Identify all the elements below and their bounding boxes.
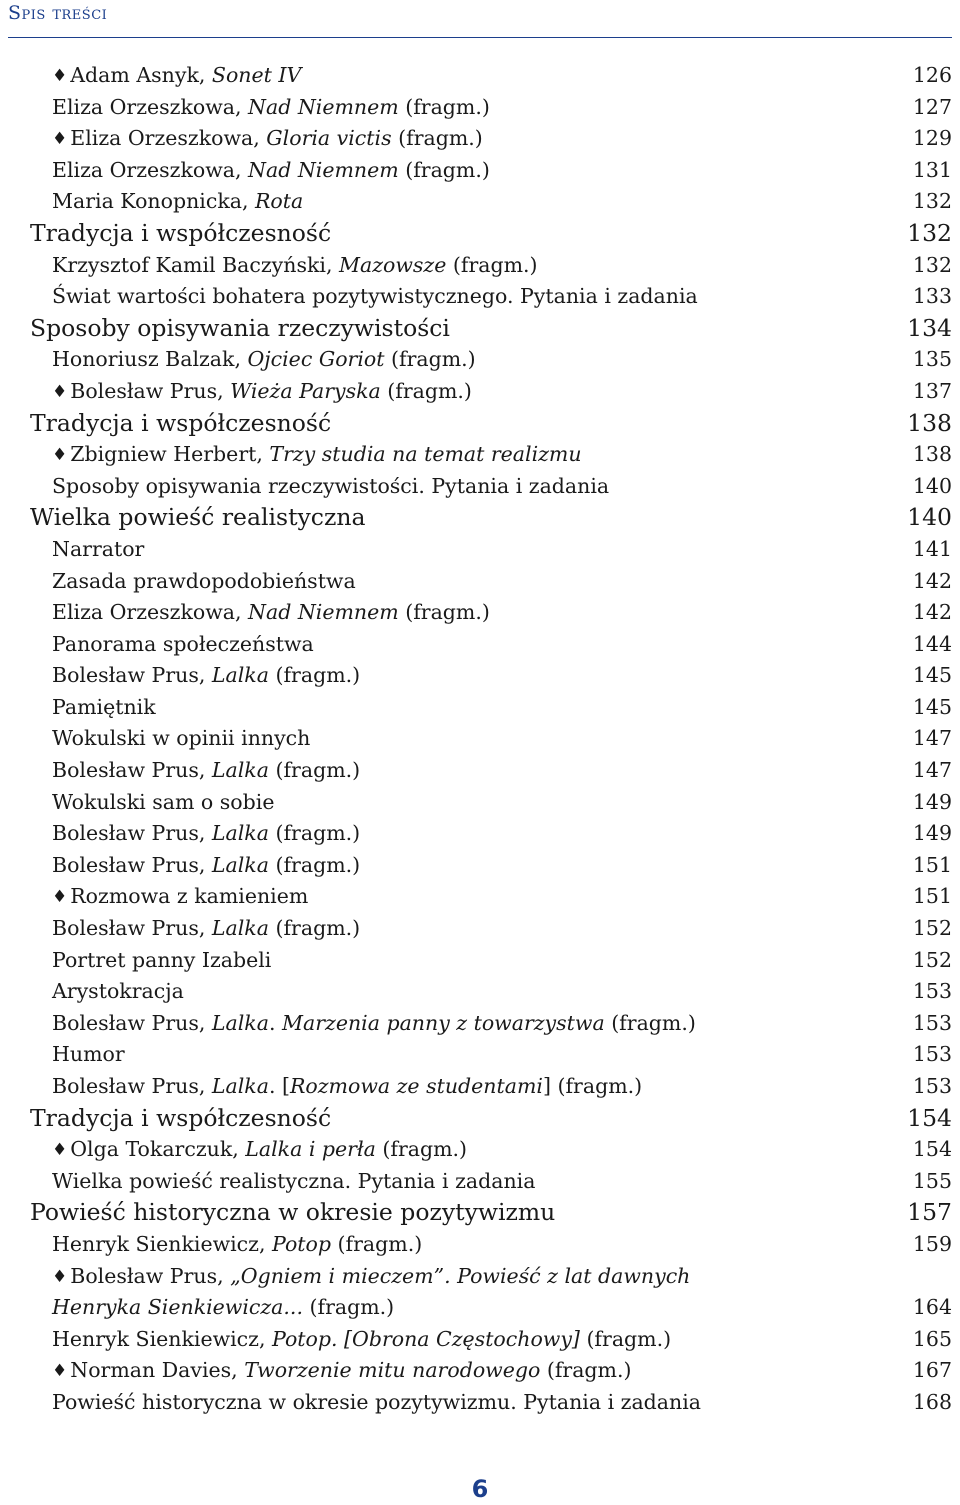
toc-entry-title — [52, 186, 303, 218]
toc-entry-title — [52, 566, 356, 598]
toc-title-italic-part: Wieża Paryska — [230, 378, 381, 403]
toc-title-italic-part: Tworzenie mitu narodowego — [244, 1358, 541, 1383]
toc-entry-row[interactable] — [0, 344, 960, 376]
diamond-bullet-icon: ♦ — [52, 1361, 68, 1382]
toc-entry-title — [52, 818, 360, 850]
toc-title-part: (fragm.) — [540, 1358, 632, 1383]
toc-page-number: 132 — [912, 252, 952, 277]
toc-section-row[interactable] — [0, 218, 960, 250]
toc-entry-title — [52, 250, 538, 282]
toc-title-part: Olga Tokarczuk, — [70, 1137, 246, 1162]
toc-page-number: 152 — [912, 947, 952, 972]
toc-entry-title — [52, 1292, 394, 1324]
toc-title-part: (fragm.) — [268, 852, 361, 877]
toc-entry-title — [52, 945, 271, 977]
toc-entry-row[interactable] — [0, 1261, 960, 1293]
toc-entry-row[interactable] — [0, 439, 960, 471]
toc-page-number: 145 — [912, 663, 952, 688]
toc-title-part: Portret panny Izabeli — [52, 947, 272, 972]
toc-entry-row[interactable] — [0, 155, 960, 187]
toc-entry-row[interactable] — [0, 945, 960, 977]
table-of-contents — [0, 60, 960, 1419]
toc-title-part: (fragm.) — [268, 916, 361, 941]
toc-entry-title — [52, 155, 490, 187]
toc-page-number: 141 — [912, 536, 952, 561]
toc-entry-title — [52, 1229, 422, 1261]
toc-title-italic-part: Henryka Sienkiewicza... — [52, 1295, 303, 1320]
toc-title-part: Wielka powieść realistyczna. Pytania i zadania — [52, 1168, 536, 1193]
toc-title-italic-part: Rota — [255, 189, 304, 214]
toc-entry-title — [52, 850, 360, 882]
toc-title-part: Sposoby opisywania rzeczywistości — [30, 313, 450, 342]
toc-page-number: 138 — [912, 442, 952, 467]
toc-title-part: Bolesław Prus, — [52, 821, 212, 846]
toc-title-italic-part: Nad Niemnem — [248, 600, 399, 625]
toc-title-part: Maria Konopnicka, — [52, 189, 255, 214]
toc-title-italic-part: „Ogniem i mieczem”. Powieść z lat dawnych — [230, 1263, 691, 1288]
toc-title-part: Bolesław Prus, — [52, 852, 212, 877]
toc-entry-row[interactable] — [0, 1039, 960, 1071]
toc-title-italic-part: Gloria victis — [266, 126, 392, 151]
toc-entry-title — [52, 534, 144, 566]
toc-entry-title — [52, 629, 314, 661]
toc-entry-row[interactable] — [0, 186, 960, 218]
toc-title-part: (fragm.) — [268, 821, 361, 846]
toc-title-part: Tradycja i współczesność — [30, 1103, 332, 1132]
toc-entry-row[interactable] — [0, 281, 960, 313]
toc-entry-row[interactable] — [0, 660, 960, 692]
diamond-bullet-icon: ♦ — [52, 129, 68, 150]
toc-page-number: 137 — [912, 378, 952, 403]
toc-page-number: 165 — [912, 1326, 952, 1351]
toc-title-part: (fragm.) — [375, 1137, 468, 1162]
page-number: 6 — [471, 1475, 489, 1503]
toc-page-number: 153 — [912, 1042, 952, 1067]
toc-title-part: . [ — [268, 1074, 290, 1098]
toc-title-part: (fragm.) — [268, 758, 361, 783]
toc-title-part: Wokulski w opinii innych — [52, 726, 311, 751]
toc-title-part: Powieść historyczna w okresie pozytywizmu. Pytania i zadania — [52, 1389, 702, 1414]
toc-page-number: 133 — [912, 284, 952, 309]
toc-title-part: Panorama społeczeństwa — [52, 631, 314, 656]
toc-entry-title — [52, 60, 301, 94]
toc-entry-row[interactable] — [0, 1229, 960, 1261]
toc-entry-title — [52, 881, 308, 915]
toc-page-number: 142 — [912, 600, 952, 625]
toc-entry-row[interactable] — [0, 850, 960, 882]
toc-title-part: Świat wartości bohatera pozytywistycznego. Pytania i zadania — [52, 284, 698, 309]
toc-entry-row[interactable] — [0, 723, 960, 755]
toc-title-part: Bolesław Prus, — [52, 758, 212, 783]
toc-entry-title — [52, 92, 490, 124]
toc-entry-title — [52, 281, 698, 313]
toc-title-part: Tradycja i współczesność — [30, 218, 332, 247]
toc-section-row[interactable] — [0, 502, 960, 534]
toc-title-italic-part: Lalka — [211, 852, 269, 877]
toc-entry-row[interactable] — [0, 1387, 960, 1419]
toc-entry-row[interactable] — [0, 818, 960, 850]
toc-title-part: (fragm.) — [268, 663, 361, 688]
toc-title-part: Bolesław Prus, — [52, 1074, 212, 1098]
toc-title-part: (fragm.) — [391, 126, 483, 151]
toc-page-number: 127 — [912, 94, 952, 119]
toc-entry-row[interactable] — [0, 92, 960, 124]
toc-entry-title — [52, 913, 360, 945]
toc-title-part: (fragm.) — [579, 1326, 672, 1351]
toc-page-number: 153 — [912, 1074, 952, 1098]
toc-title-part: Adam Asnyk, — [70, 63, 212, 87]
toc-entry-title — [52, 1166, 535, 1198]
toc-entry-row[interactable] — [0, 250, 960, 282]
toc-page-number: 126 — [912, 63, 952, 87]
toc-title-italic-part: Lalka — [211, 916, 269, 941]
toc-page-number: 168 — [912, 1389, 952, 1414]
toc-title-part: Bolesław Prus, — [52, 1010, 212, 1035]
toc-section-row[interactable] — [0, 408, 960, 440]
toc-title-part: Arystokracja — [52, 979, 184, 1004]
toc-entry-title — [52, 1039, 125, 1071]
toc-entry-row[interactable] — [0, 629, 960, 661]
toc-entry-row[interactable] — [0, 692, 960, 724]
toc-title-italic-part: Sonet IV — [211, 63, 302, 87]
toc-entry-title — [30, 313, 450, 345]
toc-title-part: Tradycja i współczesność — [30, 408, 332, 437]
toc-page-number: 155 — [912, 1168, 952, 1193]
toc-title-part: Wielka powieść realistyczna — [30, 503, 366, 532]
toc-entry-row[interactable] — [0, 881, 960, 913]
toc-title-part: (fragm.) — [302, 1295, 395, 1320]
toc-title-italic-part: Lalka — [211, 663, 269, 688]
toc-entry-title — [52, 1071, 642, 1103]
toc-page-number: 132 — [912, 189, 952, 214]
toc-section-row[interactable] — [0, 1103, 960, 1135]
toc-entry-row[interactable] — [0, 1071, 960, 1103]
toc-title-part: Zbigniew Herbert, — [70, 442, 270, 467]
toc-title-part: (fragm.) — [380, 378, 472, 403]
toc-page-number: 151 — [912, 852, 952, 877]
toc-entry-title — [52, 692, 156, 724]
toc-title-part: Norman Davies, — [70, 1358, 245, 1383]
toc-entry-title — [52, 344, 476, 376]
toc-title-italic-part: Potop. [Obrona Częstochowy] — [272, 1326, 580, 1351]
toc-page-number: 135 — [912, 347, 952, 372]
toc-page-number: 149 — [912, 789, 952, 814]
toc-entry-row[interactable] — [0, 597, 960, 629]
toc-entry-title — [52, 976, 184, 1008]
toc-title-italic-part: Marzenia panny z towarzystwa — [282, 1010, 605, 1035]
toc-entry-row[interactable] — [0, 1008, 960, 1040]
toc-title-part: Eliza Orzeszkowa, — [52, 94, 249, 119]
toc-title-part: (fragm.) — [331, 1231, 423, 1256]
toc-entry-title — [30, 1197, 555, 1229]
toc-title-italic-part: Ojciec Goriot — [247, 347, 385, 372]
toc-page-number: 147 — [912, 758, 952, 783]
toc-title-part: Eliza Orzeszkowa, — [52, 157, 249, 182]
toc-title-italic-part: Nad Niemnem — [248, 94, 399, 119]
toc-title-part: Bolesław Prus, — [70, 1263, 231, 1288]
toc-title-part: (fragm.) — [398, 157, 490, 182]
toc-page-number: 138 — [907, 408, 952, 437]
toc-entry-title — [52, 660, 360, 692]
toc-title-italic-part: Lalka — [211, 1010, 269, 1035]
toc-entry-row[interactable] — [0, 1355, 960, 1387]
toc-page-number: 142 — [912, 568, 952, 593]
section-header: Spis treści — [8, 2, 108, 24]
toc-title-part: Eliza Orzeszkowa, — [70, 126, 267, 151]
toc-entry-title — [52, 787, 274, 819]
toc-page-number: 157 — [907, 1198, 952, 1227]
diamond-bullet-icon: ♦ — [52, 445, 68, 466]
toc-title-part: (fragm.) — [398, 94, 490, 119]
toc-page-number: 129 — [912, 126, 952, 151]
toc-entry-row[interactable] — [0, 376, 960, 408]
toc-page-number: 149 — [912, 821, 952, 846]
toc-title-part: Powieść historyczna w okresie pozytywizmu — [30, 1198, 556, 1227]
toc-entry-title — [52, 471, 609, 503]
toc-page-number: 145 — [912, 694, 952, 719]
toc-title-part: (fragm.) — [446, 252, 538, 277]
toc-entry-title — [52, 439, 582, 473]
toc-page-number: 154 — [912, 1137, 952, 1162]
toc-entry-row[interactable] — [0, 123, 960, 155]
toc-page-number: 152 — [912, 916, 952, 941]
toc-title-part: . — [268, 1010, 282, 1035]
toc-page-number: 140 — [907, 503, 952, 532]
toc-title-part: Pamiętnik — [52, 694, 156, 719]
toc-entry-title — [52, 376, 472, 410]
toc-title-part: Bolesław Prus, — [52, 916, 212, 941]
toc-entry-title — [30, 218, 331, 250]
toc-entry-row[interactable] — [0, 1166, 960, 1198]
toc-title-part: ] (fragm.) — [542, 1074, 643, 1098]
toc-entry-title — [30, 502, 365, 534]
toc-entry-title — [52, 1387, 701, 1419]
diamond-bullet-icon: ♦ — [52, 887, 68, 908]
toc-section-row[interactable] — [0, 313, 960, 345]
toc-page-number: 159 — [912, 1231, 952, 1256]
toc-page-number: 164 — [912, 1295, 952, 1320]
toc-entry-title — [52, 1261, 690, 1295]
toc-entry-title — [52, 123, 483, 157]
toc-title-part: Wokulski sam o sobie — [52, 789, 275, 814]
toc-title-part: Humor — [52, 1042, 125, 1067]
toc-entry-row[interactable] — [0, 1324, 960, 1356]
toc-title-italic-part: Rozmowa ze studentami — [289, 1074, 543, 1098]
toc-entry-row[interactable] — [0, 60, 960, 92]
toc-title-part: (fragm.) — [604, 1010, 696, 1035]
diamond-bullet-icon: ♦ — [52, 1266, 68, 1287]
toc-title-part: Eliza Orzeszkowa, — [52, 600, 249, 625]
toc-page-number: 132 — [907, 218, 952, 247]
toc-page-number: 154 — [907, 1103, 952, 1132]
toc-section-row[interactable] — [0, 1197, 960, 1229]
toc-title-part: Honoriusz Balzak, — [52, 347, 248, 372]
toc-entry-title — [52, 1324, 671, 1356]
toc-entry-row[interactable] — [0, 566, 960, 598]
toc-title-italic-part: Mazowsze — [339, 252, 447, 277]
toc-entry-row[interactable] — [0, 1134, 960, 1166]
toc-page-number: 134 — [907, 313, 952, 342]
toc-entry-title — [30, 1103, 331, 1135]
toc-entry-title — [52, 755, 360, 787]
toc-page-number: 147 — [912, 726, 952, 751]
toc-entry-row[interactable] — [0, 1292, 960, 1324]
toc-entry-title — [52, 723, 310, 755]
toc-page-number: 153 — [912, 1010, 952, 1035]
toc-page-number: 151 — [912, 884, 952, 909]
toc-page-number: 167 — [912, 1358, 952, 1383]
toc-title-italic-part: Trzy studia na temat realizmu — [269, 442, 582, 467]
toc-title-part: (fragm.) — [398, 600, 490, 625]
toc-title-part: Henryk Sienkiewicz, — [52, 1326, 272, 1351]
toc-title-part: Sposoby opisywania rzeczywistości. Pytania i zadania — [52, 473, 610, 498]
toc-entry-title — [52, 1008, 696, 1040]
toc-entry-row[interactable] — [0, 534, 960, 566]
diamond-bullet-icon: ♦ — [52, 381, 68, 402]
toc-title-part: (fragm.) — [384, 347, 476, 372]
toc-entry-row[interactable] — [0, 976, 960, 1008]
toc-entry-title — [52, 1355, 632, 1389]
toc-title-part: Rozmowa z kamieniem — [70, 884, 309, 909]
toc-title-italic-part: Lalka i perła — [245, 1137, 376, 1162]
toc-title-part: Narrator — [52, 536, 145, 561]
toc-title-italic-part: Potop — [272, 1231, 332, 1256]
toc-title-italic-part: Lalka — [211, 1074, 269, 1098]
toc-title-part: Krzysztof Kamil Baczyński, — [52, 252, 339, 277]
toc-title-italic-part: Lalka — [211, 758, 269, 783]
header-divider — [8, 37, 952, 38]
toc-entry-row[interactable] — [0, 755, 960, 787]
toc-entry-row[interactable] — [0, 787, 960, 819]
toc-title-part: Zasada prawdopodobieństwa — [52, 568, 356, 593]
diamond-bullet-icon: ♦ — [52, 66, 68, 86]
toc-entry-title — [52, 1134, 467, 1168]
toc-page-number: 140 — [912, 473, 952, 498]
toc-entry-row[interactable] — [0, 471, 960, 503]
toc-entry-row[interactable] — [0, 913, 960, 945]
toc-entry-title — [52, 597, 490, 629]
toc-page-number: 153 — [912, 979, 952, 1004]
diamond-bullet-icon: ♦ — [52, 1140, 68, 1161]
toc-title-part: Bolesław Prus, — [52, 663, 212, 688]
toc-title-italic-part: Lalka — [211, 821, 269, 846]
toc-page-number: 144 — [912, 631, 952, 656]
toc-title-part: Henryk Sienkiewicz, — [52, 1231, 272, 1256]
toc-title-italic-part: Nad Niemnem — [248, 157, 399, 182]
toc-entry-title — [30, 408, 331, 440]
toc-title-part: Bolesław Prus, — [70, 378, 231, 403]
toc-page-number: 131 — [912, 157, 952, 182]
